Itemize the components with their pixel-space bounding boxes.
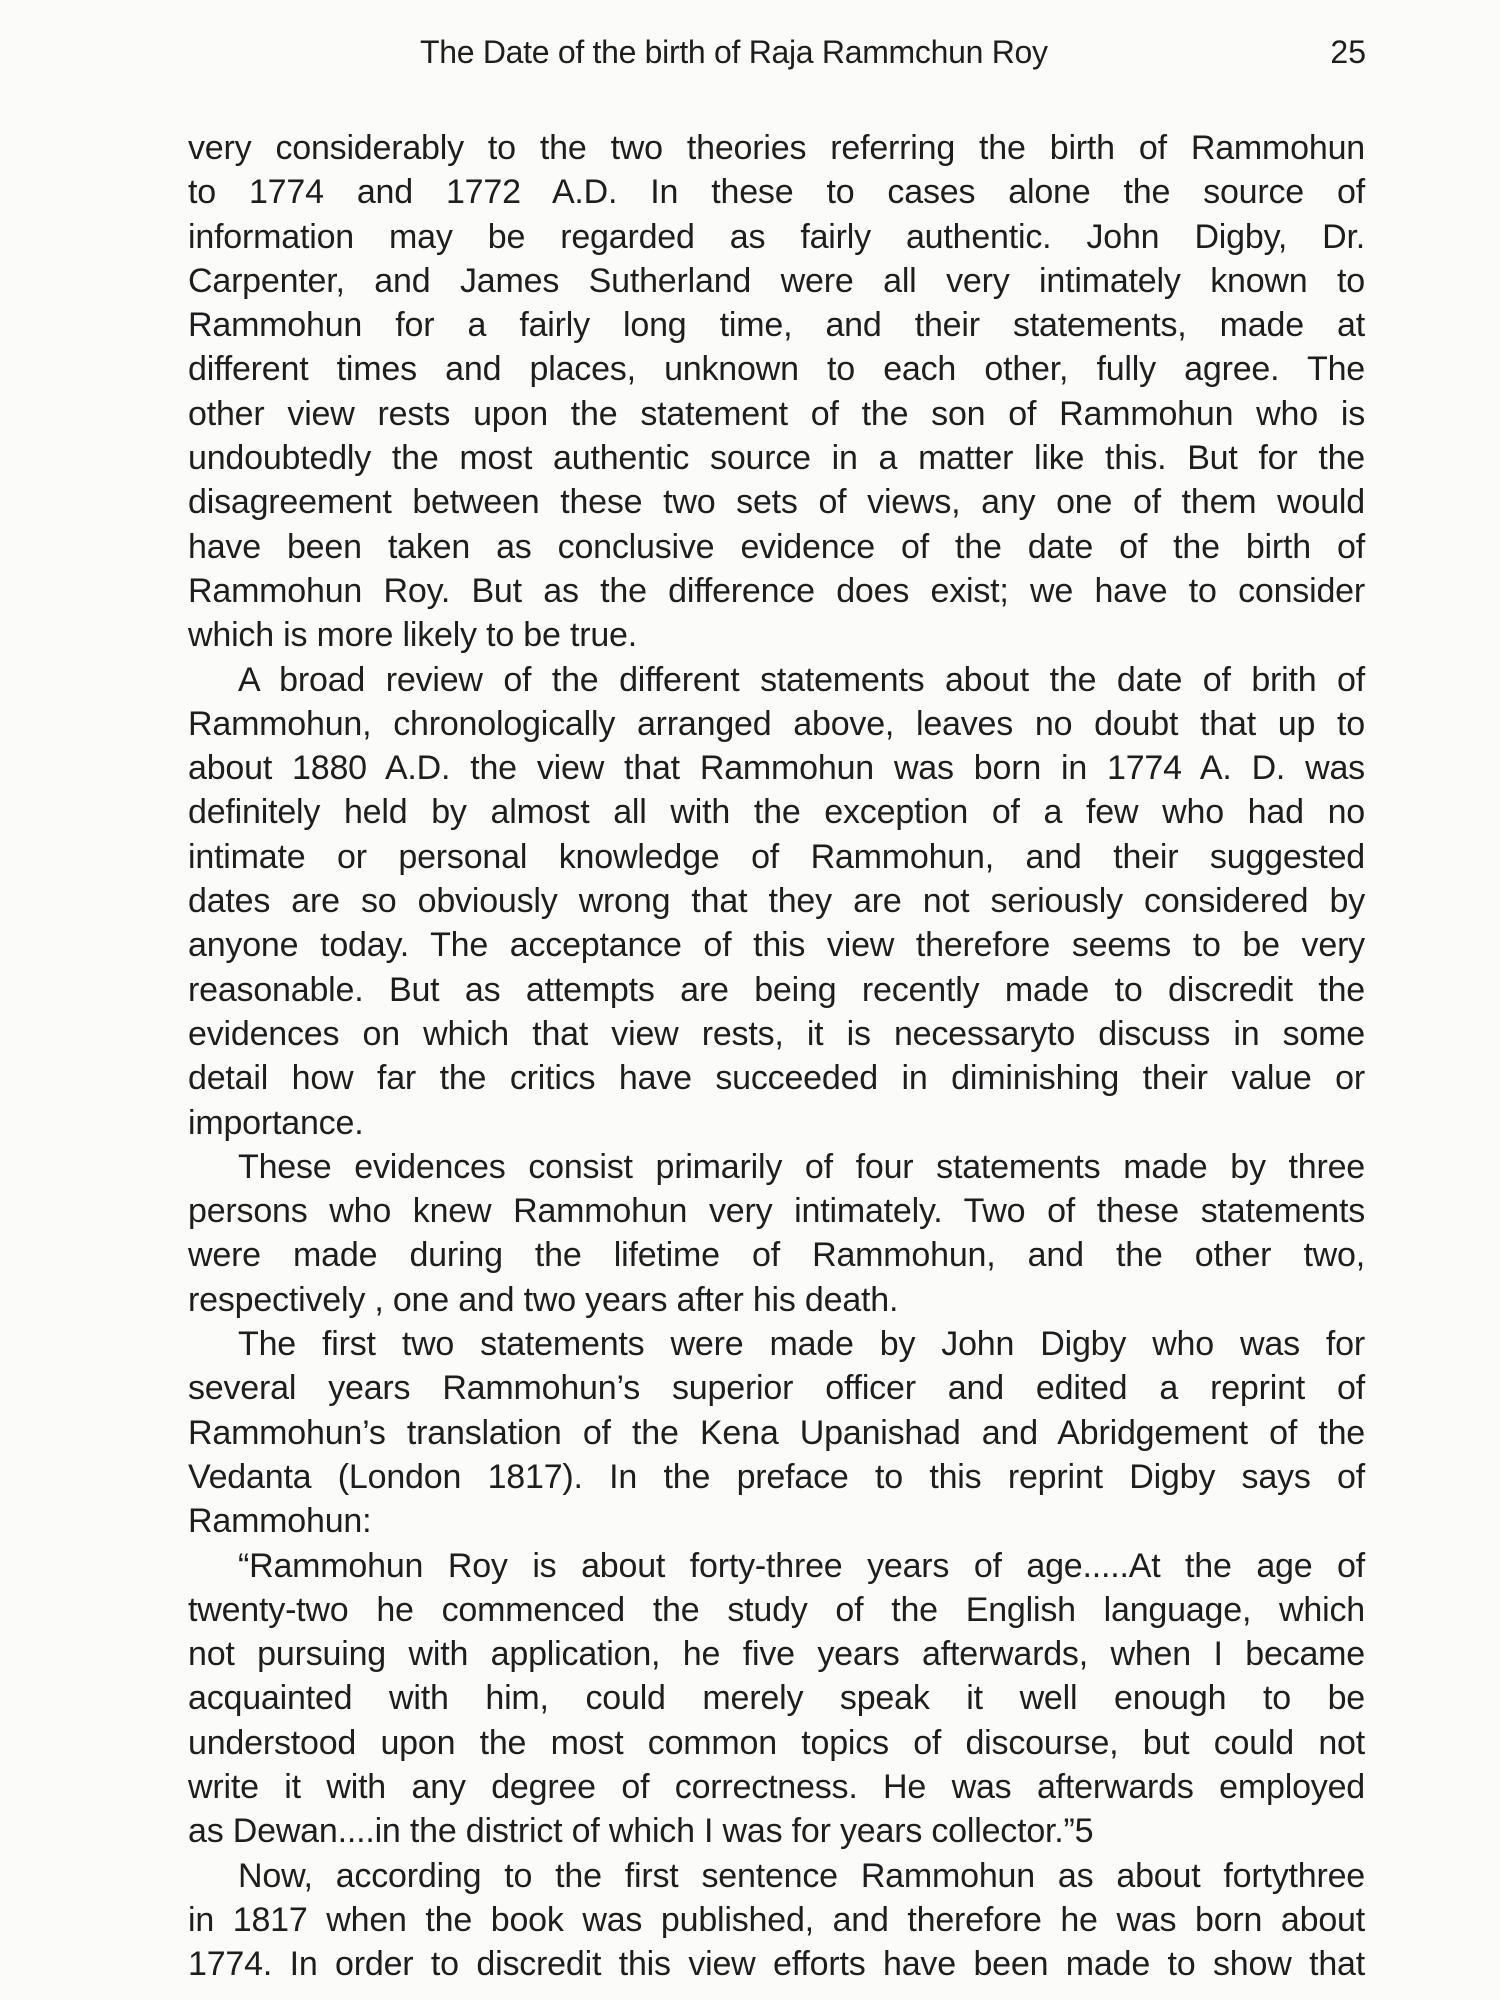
text-line: were made during the lifetime of Rammohun, and the other two, [188, 1236, 1365, 1275]
text-line: other view rests upon the statement of the son of Rammohun who is [188, 394, 1365, 433]
text-line: Rammohun for a fairly long time, and their statements, made at [188, 306, 1365, 345]
text-line: evidences on which that view rests, it is necessaryto discuss in some [188, 1014, 1365, 1053]
text-line: 1774. In order to discredit this view efforts have been made to show that [188, 1945, 1365, 1984]
text-line: have been taken as conclusive evidence of the date of the birth of [188, 527, 1365, 566]
text-line: reasonable. But as attempts are being recently made to discredit the [188, 970, 1365, 1009]
text-line: write it with any degree of correctness. He was afterwards employed [188, 1767, 1365, 1806]
text-line: about 1880 A.D. the view that Rammohun was born in 1774 A. D. was [188, 749, 1365, 788]
text-line: intimate or personal knowledge of Rammohun, and their suggested [188, 837, 1365, 876]
text-line: Vedanta (London 1817). In the preface to this reprint Digby says of [188, 1457, 1365, 1496]
text-line: dates are so obviously wrong that they are not seriously considered by [188, 882, 1365, 921]
text-line: definitely held by almost all with the exception of a few who had no [188, 793, 1365, 832]
text-line: “Rammohun Roy is about forty-three years of age.....At the age of [238, 1546, 1365, 1585]
text-line: Now, according to the first sentence Rammohun as about fortythree [238, 1856, 1365, 1895]
paragraph [188, 126, 1365, 658]
running-header-title: The Date of the birth of Raja Rammchun Roy [420, 34, 1048, 70]
text-line: persons who knew Rammohun very intimately. Two of these statements [188, 1192, 1365, 1231]
text-line: very considerably to the two theories referring the birth of Rammohun [188, 129, 1365, 167]
text-line: Rammohun, chronologically arranged above, leaves no doubt that up to [188, 704, 1365, 743]
text-line: respectively , one and two years after his death. [188, 1280, 899, 1319]
paragraph [188, 1322, 1365, 1543]
text-line: Rammohun Roy. But as the difference does exist; we have to consider [188, 571, 1365, 610]
text-line: importance. [188, 1103, 364, 1142]
page-number: 25 [1330, 34, 1366, 70]
text-line: These evidences consist primarily of four statements made by three [238, 1147, 1365, 1186]
text-line: different times and places, unknown to each other, fully agree. The [188, 350, 1365, 389]
text-line: as Dewan....in the district of which I was for years collector.”5 [188, 1812, 1094, 1851]
text-line: which is more likely to be true. [188, 616, 637, 655]
text-line: information may be regarded as fairly authentic. John Digby, Dr. [188, 217, 1365, 256]
paragraph [188, 1544, 1365, 1854]
paragraph [188, 1854, 1365, 1987]
paragraph [188, 658, 1365, 1145]
text-line: anyone today. The acceptance of this view therefore seems to be very [188, 926, 1365, 965]
text-line: several years Rammohun’s superior officer and edited a reprint of [188, 1369, 1365, 1408]
text-line: not pursuing with application, he five years afterwards, when I became [188, 1635, 1365, 1674]
text-line: undoubtedly the most authentic source in a matter like this. But for the [188, 439, 1365, 478]
paragraph [188, 1145, 1365, 1322]
text-line: twenty-two he commenced the study of the English language, which [188, 1590, 1365, 1629]
text-line: disagreement between these two sets of views, any one of them would [188, 483, 1365, 522]
text-line: Rammohun: [188, 1502, 372, 1541]
body-text [188, 126, 1365, 1986]
text-line: acquainted with him, could merely speak it well enough to be [188, 1679, 1365, 1718]
text-line: Carpenter, and James Sutherland were all very intimately known to [188, 261, 1365, 300]
text-line: understood upon the most common topics of discourse, but could not [188, 1723, 1365, 1762]
text-line: A broad review of the different statements about the date of brith of [238, 660, 1365, 699]
text-line: in 1817 when the book was published, and therefore he was born about [188, 1900, 1365, 1939]
text-line: Rammohun’s translation of the Kena Upanishad and Abridgement of the [188, 1413, 1365, 1452]
text-line: to 1774 and 1772 A.D. In these to cases alone the source of [188, 173, 1365, 212]
text-line: The first two statements were made by John Digby who was for [238, 1325, 1365, 1364]
text-line: detail how far the critics have succeeded in diminishing their value or [188, 1059, 1365, 1098]
